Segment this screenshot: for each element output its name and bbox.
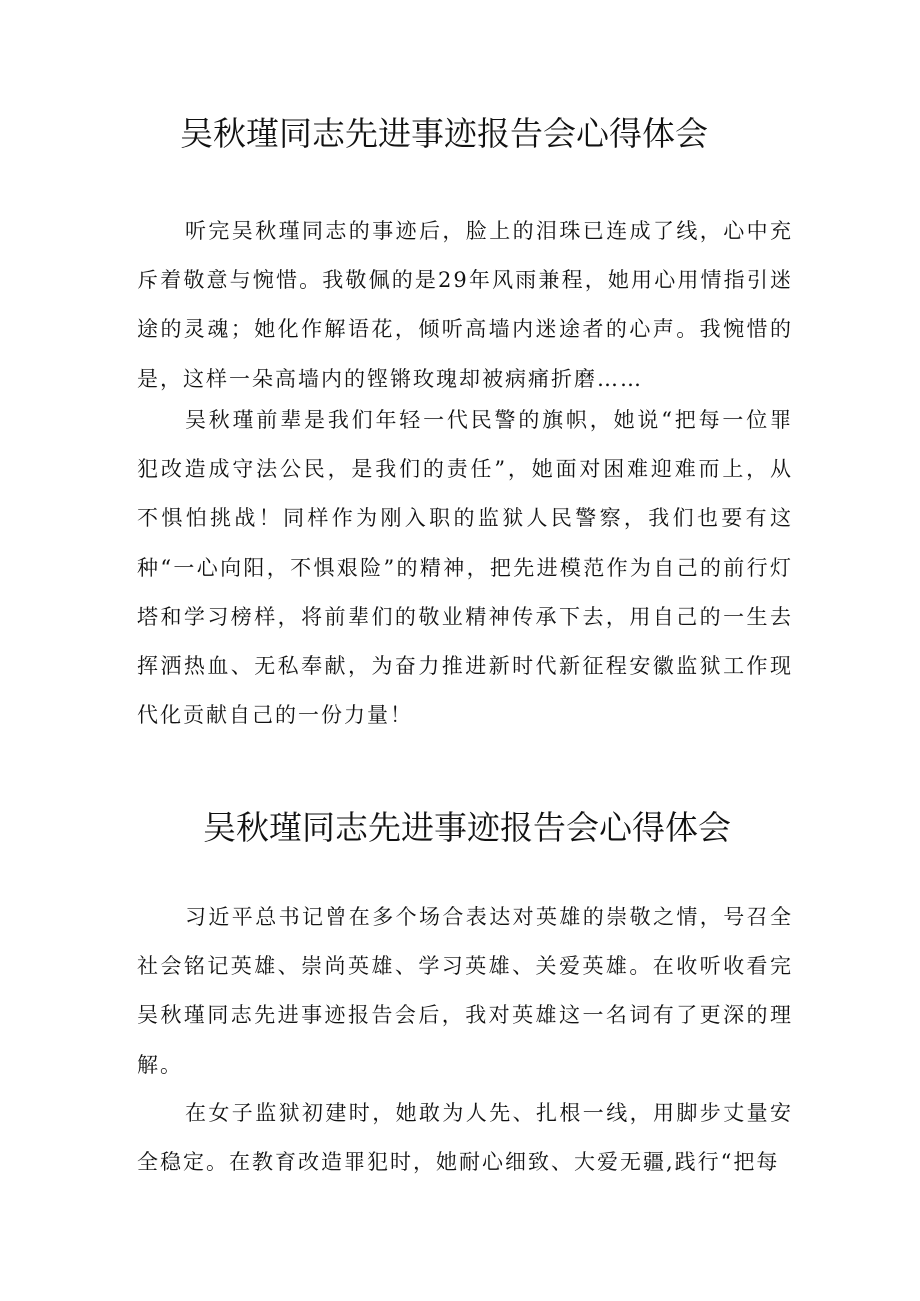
section-1-paragraph-1: 听完吴秋瑾同志的事迹后，脸上的泪珠已连成了线，心中充斥着敬意与惋惜。我敬佩的是29年风雨兼程，她用心用情指引迷途的灵魂；她化作解语花，倾听高墙内迷途者的心声。我惋惜的是，这样一朵高墙内的铿锵玫瑰却被病痛折磨…… [137,219,793,391]
section-2-title: 吴秋瑾同志先进事迹报告会心得体会 [203,808,731,847]
section-1-title: 吴秋瑾同志先进事迹报告会心得体会 [180,114,708,153]
section-2-paragraph-2: 在女子监狱初建时，她敢为人先、扎根一线，用脚步丈量安全稳定。在教育改造罪犯时，她耐心细致、大爱无疆,践行“把每 [137,1101,793,1175]
section-1-paragraph-2: 吴秋瑾前辈是我们年轻一代民警的旗帜，她说“把每一位罪犯改造成守法公民，是我们的责任”，她面对困难迎难而上，从不惧怕挑战！同样作为刚入职的监狱人民警察，我们也要有这种“一心向阳，不惧艰险”的精神，把先进模范作为自己的前行灯塔和学习榜样，将前辈们的敬业精神传承下去，用自己的一生去挥洒热血、无私奉献，为奋力推进新时代新征程安徽监狱工作现代化贡献自己的一份力量！ [137,408,793,728]
section-2-paragraph-1: 习近平总书记曾在多个场合表达对英雄的崇敬之情，号召全社会铭记英雄、崇尚英雄、学习英雄、关爱英雄。在收听收看完吴秋瑾同志先进事迹报告会后，我对英雄这一名词有了更深的理解。 [137,905,793,1077]
